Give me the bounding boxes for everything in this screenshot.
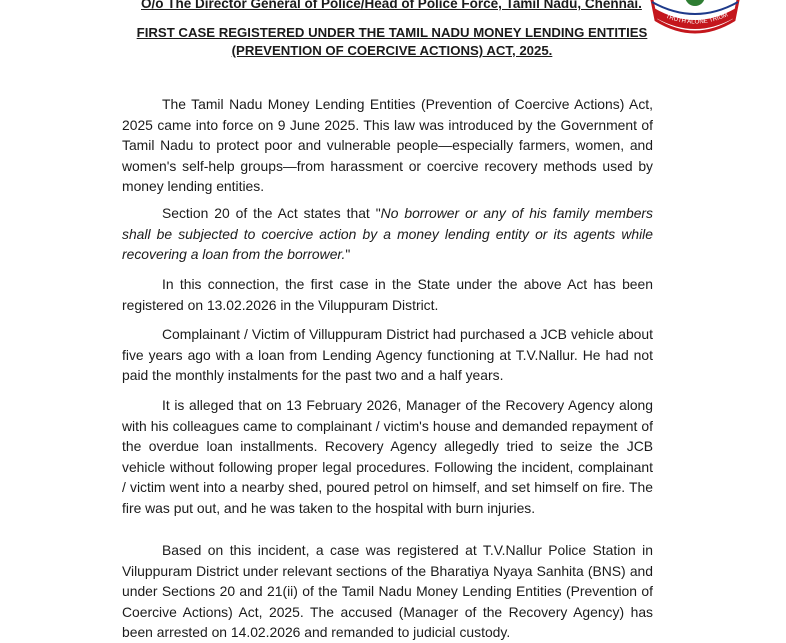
title-line-1: FIRST CASE REGISTERED UNDER THE TAMIL NADU MONEY LENDING ENTITIES: [136, 25, 648, 40]
office-header: O/o The Director General of Police/Head of Police Force, Tamil Nadu, Chennai.: [141, 0, 642, 11]
paragraph-first-case: In this connection, the first case in the State under the above Act has been registered on 13.02.2026 in the Viluppuram District.: [122, 276, 653, 313]
paragraph-incident: It is alleged that on 13 February 2026, Manager of the Recovery Agency along with his colleagues came to complainant / victim's house and demanded repayment of the overdue loan installments. Recovery Agency allegedly tried to seize the JCB vehicle without following proper legal procedures. Following the incident, complainant / victim went into a nearby shed, poured petrol on himself, and set himself on fire. The fire was put out, and he was taken to the hospital with burn injuries.: [122, 397, 653, 516]
section-20-quote: No borrower or any of his family members shall be subjected to coercive action by a money lending entity or its agents while recovering a loan from the borrower.: [122, 205, 653, 263]
paragraph-act-introduction: The Tamil Nadu Money Lending Entities (Prevention of Coercive Actions) Act, 2025 came into force on 9 June 2025. This law was introduced by the Government of Tamil Nadu to protect poor and vulnerable people—especially farmers, women, and women's self-help groups—from harassment or coercive recovery methods used by money lending entities.: [122, 96, 653, 195]
emblem-motto: TRUTH ALONE TRIUM: [664, 11, 729, 26]
document-title: [122, 24, 662, 60]
paragraph-section-20: [122, 203, 653, 265]
paragraph-case-registered: Based on this incident, a case was registered at T.V.Nallur Police Station in Viluppuram District under relevant sections of the Bharatiya Nyaya Sanhita (BNS) and under Sections 20 and 21(ii) of the Tamil Nadu Money Lending Entities (Prevention of Coercive Actions) Act, 2025. The accused (Manager of the Recovery Agency) has been arrested on 14.02.2026 and remanded to judicial custody.: [122, 542, 653, 641]
section-20-close-quote: ": [345, 246, 351, 263]
title-line-2: (PREVENTION OF COERCIVE ACTIONS) ACT, 2025.: [231, 43, 553, 58]
section-20-intro: Section 20 of the Act states that ": [162, 205, 381, 221]
paragraph-complainant-loan: Complainant / Victim of Villuppuram District had purchased a JCB vehicle about five years ago with a loan from Lending Agency functioning at T.V.Nallur. He had not paid the monthly instalments for the past two and a half years.: [122, 326, 653, 384]
